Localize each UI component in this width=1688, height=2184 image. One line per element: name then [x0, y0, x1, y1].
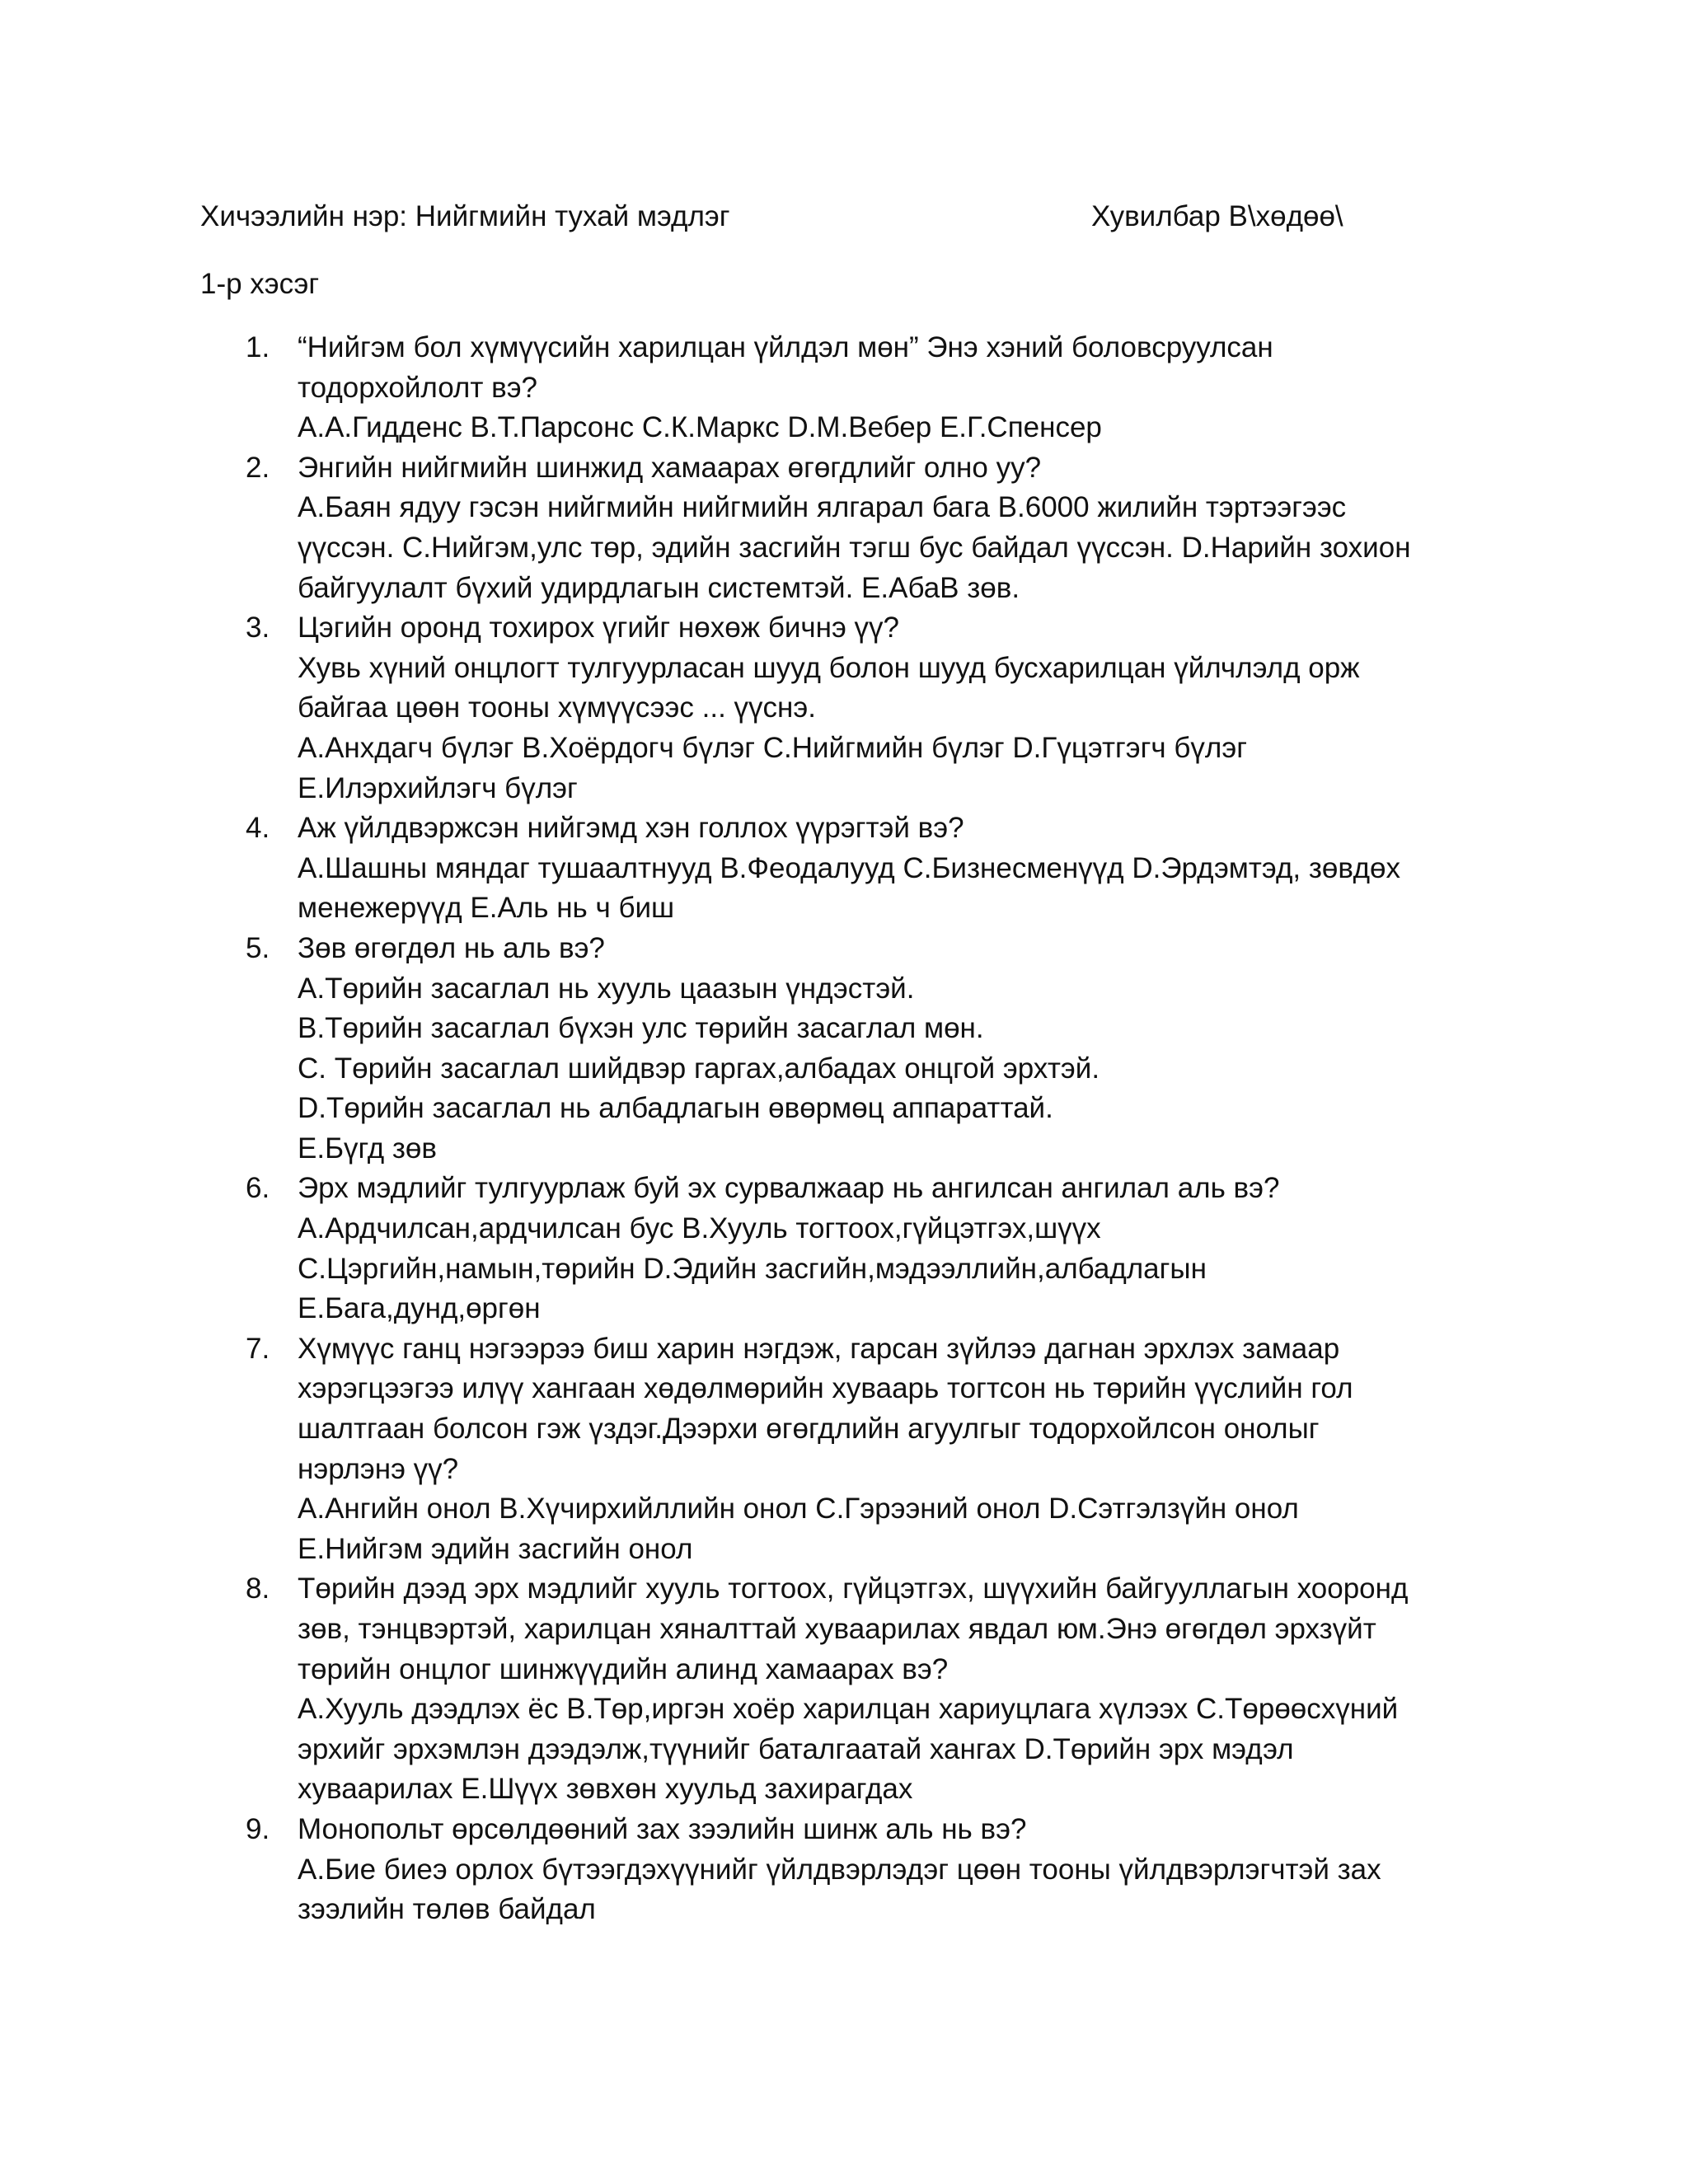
question-detail-line: хуваарилах E.Шүүх зөвхөн хуульд захирагдах [298, 1773, 913, 1806]
question-list [246, 328, 1498, 1930]
question-detail-line: B.Төрийн засаглал бүхэн улс төрийн засаглал мөн. [298, 1012, 984, 1045]
question-detail-line: A.Ардчилсан,ардчилсан бус B.Хууль тогтоох,гүйцэтгэх,шүүх [298, 1212, 1101, 1245]
question-item [246, 1569, 1498, 1810]
question-detail-line: A.Ангийн онол B.Хүчирхийллийн онол C.Гэрээний онол D.Сэтгэлзүйн онол [298, 1493, 1299, 1526]
question-detail-line: зээлийн төлөв байдал [298, 1893, 596, 1926]
question-number: 2. [246, 451, 270, 484]
question-detail-line: C. Төрийн засаглал шийдвэр гаргах,албадах онцгой эрхтэй. [298, 1052, 1100, 1085]
question-text-line: Төрийн дээд эрх мэдлийг хууль тогтоох, гүйцэтгэх, шүүхийн байгууллагын хооронд [298, 1572, 1409, 1605]
question-detail-line: A.Анхдагч бүлэг B.Хоёрдогч бүлэг C.Нийгмийн бүлэг D.Гүцэтгэгч бүлэг [298, 731, 1247, 764]
question-detail-line: төрийн онцлог шинжүүдийн алинд хамаарах вэ? [298, 1652, 949, 1685]
question-text-line: Эрх мэдлийг тулгуурлаж буй эх сурвалжаар нь ангилсан ангилал аль вэ? [298, 1172, 1280, 1205]
question-item [246, 929, 1498, 1169]
document-header [200, 196, 1437, 237]
question-detail-line: нэрлэнэ үү? [298, 1452, 459, 1485]
question-text-line: Энгийн нийгмийн шинжид хамаарах өгөгдлийг олно уу? [298, 451, 1042, 484]
question-detail-line: A.Шашны мяндаг тушаалтнууд B.Феодалууд C.Бизнесменүүд D.Эрдэмтэд, зөвдөх [298, 851, 1400, 884]
question-detail-line: A.Хууль дээдлэх ёс B.Төр,иргэн хоёр харилцан хариуцлага хүлээх C.Төрөөсхүний [298, 1693, 1399, 1726]
question-detail-line: E.Нийгэм эдийн засгийн онол [298, 1532, 693, 1565]
question-text-line: Цэгийн оронд тохирох үгийг нөхөж бичнэ үү? [298, 612, 900, 644]
question-detail-line: A.Бие биеэ орлох бүтээгдэхүүнийг үйлдвэрлэдэг цөөн тооны үйлдвэрлэгчтэй зах [298, 1853, 1381, 1886]
question-detail-line: менежерүүд E.Аль нь ч биш [298, 892, 675, 925]
question-number: 5. [246, 931, 270, 964]
section-title: 1-р хэсэг [200, 268, 320, 300]
question-item [246, 808, 1498, 929]
variant-label: Хувилбар В\хөдөө\ [1091, 200, 1343, 232]
question-detail-line: тодорхойлолт вэ? [298, 371, 538, 404]
question-detail-line: зөв, тэнцвэртэй, харилцан хяналттай хуваарилах явдал юм.Энэ өгөгдөл эрхзүйт [298, 1613, 1376, 1645]
question-number: 1. [246, 331, 270, 363]
question-item [246, 1169, 1498, 1329]
question-detail-line: A.Баян ядуу гэсэн нийгмийн нийгмийн ялгарал бага B.6000 жилийн тэртээгээс [298, 491, 1347, 524]
question-number: 8. [246, 1572, 270, 1605]
question-number: 4. [246, 812, 270, 845]
question-detail-line: A.А.Гидденс B.Т.Парсонс C.К.Маркс D.М.Вебер E.Г.Спенсер [298, 411, 1102, 444]
question-detail-line: үүссэн. C.Нийгэм,улс төр, эдийн засгийн тэгш бус байдал үүссэн. D.Нарийн зохион [298, 531, 1411, 564]
question-detail-line: шалтгаан болсон гэж үздэг.Дээрхи өгөгдлийн агуулгыг тодорхойлсон онолыг [298, 1413, 1320, 1446]
question-detail-line: C.Цэргийн,намын,төрийн D.Эдийн засгийн,мэдээллийн,албадлагын [298, 1252, 1207, 1285]
question-item [246, 608, 1498, 808]
question-number: 6. [246, 1172, 270, 1205]
question-detail-line: E.Илэрхийлэгч бүлэг [298, 771, 578, 804]
question-text-line: Зөв өгөгдөл нь аль вэ? [298, 931, 605, 964]
question-item [246, 1810, 1498, 1930]
question-detail-line: E.Бага,дунд,өргөн [298, 1292, 541, 1325]
question-text-line: Монопольт өрсөлдөөний зах зээлийн шинж аль нь вэ? [298, 1812, 1027, 1845]
subject-title: Хичээлийн нэр: Нийгмийн тухай мэдлэг [200, 200, 730, 232]
question-detail-line: A.Төрийн засаглал нь хууль цаазын үндэстэй. [298, 972, 915, 1005]
question-item [246, 328, 1498, 448]
question-number: 3. [246, 612, 270, 644]
question-number: 7. [246, 1332, 270, 1365]
question-detail-line: Хувь хүний онцлогт тулгуурласан шууд болон шууд бусхарилцан үйлчлэлд орж [298, 651, 1360, 684]
question-detail-line: эрхийг эрхэмлэн дээдэлж,түүнийг баталгаатай хангах D.Төрийн эрх мэдэл [298, 1732, 1294, 1765]
question-detail-line: хэрэгцээгээ илүү хангаан хөдөлмөрийн хуваарь тогтсон нь төрийн үүслийн гол [298, 1372, 1353, 1405]
question-number: 9. [246, 1812, 270, 1845]
question-detail-line: байгаа цөөн тооны хүмүүсээс ... үүснэ. [298, 691, 816, 724]
question-item [246, 1329, 1498, 1570]
question-text-line: Хүмүүс ганц нэгээрээ биш харин нэгдэж, гарсан зүйлээ дагнан эрхлэх замаар [298, 1332, 1340, 1365]
question-detail-line: E.Бүгд зөв [298, 1132, 437, 1165]
question-text-line: “Нийгэм бол хүмүүсийн харилцан үйлдэл мөн” Энэ хэний боловсруулсан [298, 331, 1273, 363]
question-item [246, 448, 1498, 608]
question-detail-line: байгуулалт бүхий удирдлагын системтэй. E.AбаB зөв. [298, 571, 1020, 604]
question-text-line: Аж үйлдвэржсэн нийгэмд хэн голлох үүрэгтэй вэ? [298, 812, 964, 845]
question-detail-line: D.Төрийн засаглал нь албадлагын өвөрмөц аппараттай. [298, 1092, 1053, 1125]
